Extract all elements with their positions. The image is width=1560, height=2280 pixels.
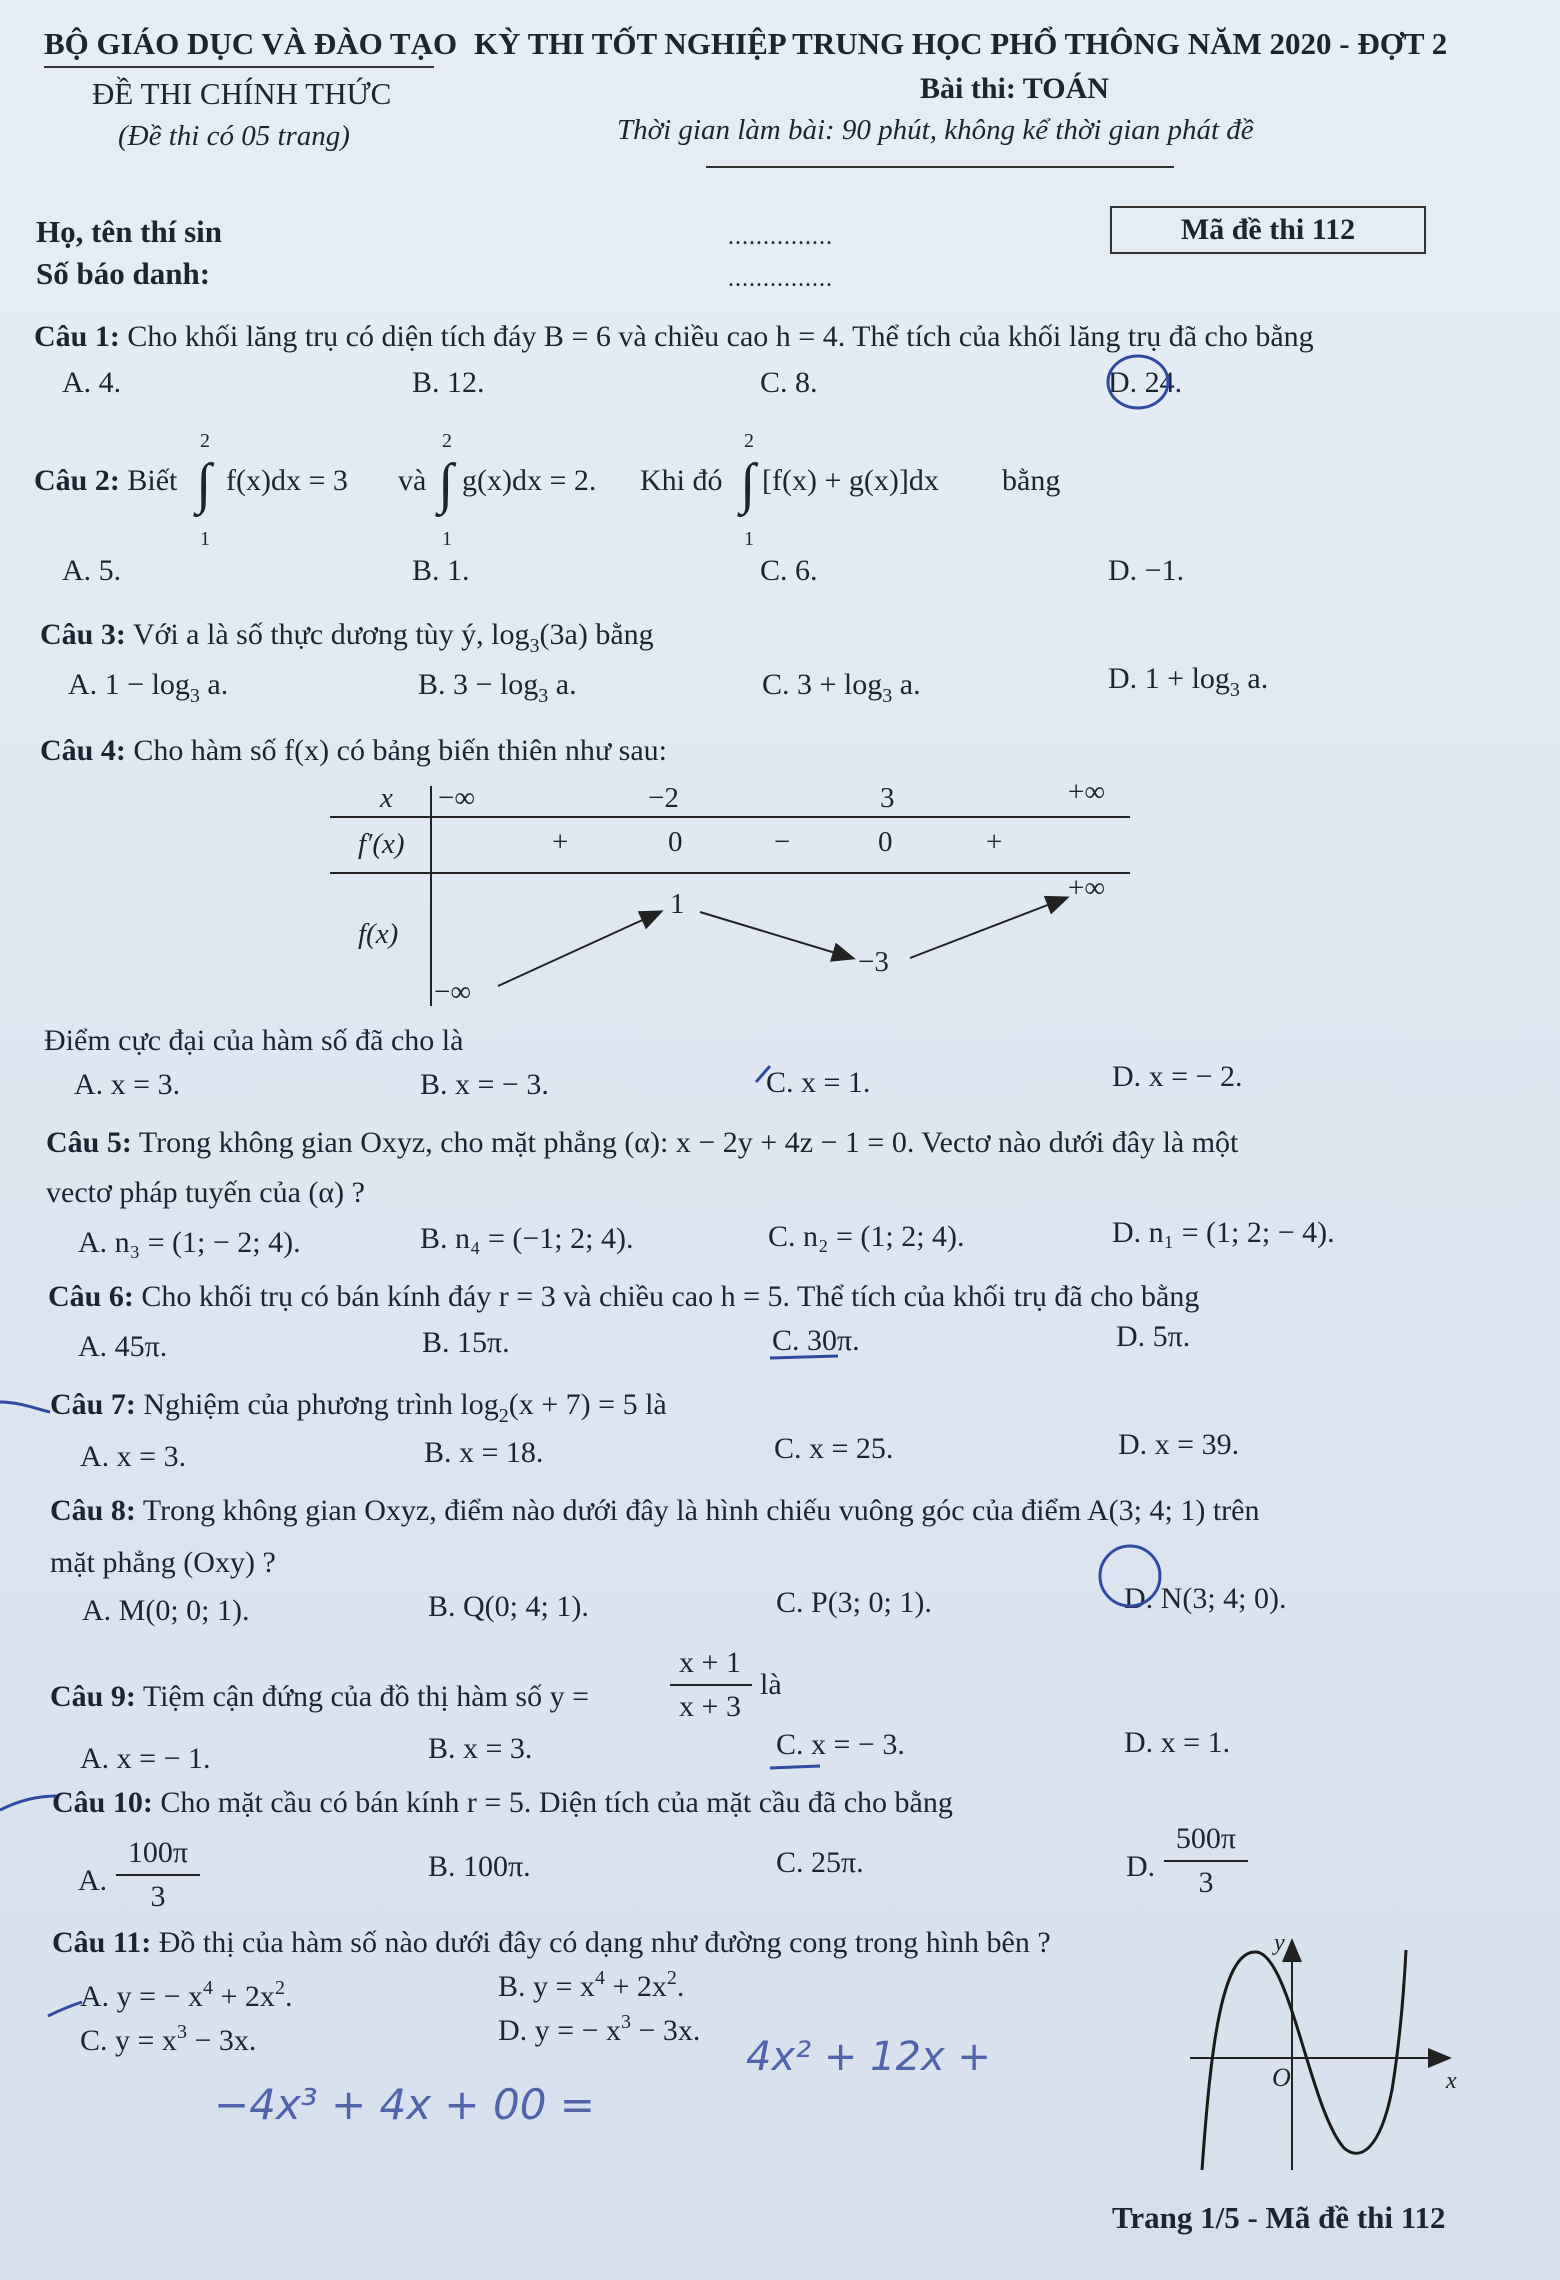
question-9: Câu 9: Tiệm cận đứng của đồ thị hàm số y = [50,1680,590,1713]
q2-int2-lower: 1 [442,528,452,550]
q11-option-c: C. $y = x^3 - 3x$. [80,2021,257,2057]
q2-post: bằng [1002,464,1061,497]
q6-option-b: B. 15π. [422,1326,510,1359]
vt-x-1: −2 [648,782,679,814]
q1-option-d: D. 24. [1108,366,1183,399]
q9-post: là [760,1668,782,1701]
q2-option-c: C. 6. [760,554,818,587]
q4-option-c: C. x = 1. [766,1066,871,1099]
time-note: Thời gian làm bài: 90 phút, không kể thời gian phát đề [617,114,1254,146]
q3-option-c: C. $3 + \log_3 a$. [762,668,921,707]
q9-option-a: A. x = − 1. [80,1742,211,1775]
q3-option-a: A. $1 - \log_3 a$. [68,668,229,707]
question-6: Câu 6: Cho khối trụ có bán kính đáy r = 3 và chiều cao h = 5. Thể tích của khối trụ đã cho bằng [48,1280,1200,1313]
q6-option-d: D. 5π. [1116,1320,1191,1353]
q7-option-b: B. x = 18. [424,1436,544,1469]
ministry-name: BỘ GIÁO DỤC VÀ ĐÀO TẠO [44,26,458,61]
vt-f-label: f(x) [358,918,399,950]
q2-int1-upper: 2 [200,430,210,452]
vt-arrow-up-2 [910,898,1066,958]
q2-option-d: D. −1. [1108,554,1185,587]
q11-option-d: D. y = − $x^3 - 3x$. [498,2011,701,2047]
q4-question: Điểm cực đại của hàm số đã cho là [44,1024,464,1057]
q11-pen-stroke [48,2002,82,2016]
q4-option-d: D. x = − 2. [1112,1060,1243,1093]
q8-option-a: A. M(0; 0; 1). [82,1594,250,1627]
q10-option-d-letter: D. [1126,1850,1156,1883]
q1-option-c: C. 8. [760,366,818,399]
q10-option-d-num: 500π [1175,1822,1237,1855]
variation-table [330,776,1130,1012]
graph-curve [1202,1950,1406,2170]
q5-option-a: A. n₃ = (1; − 2; 4). [78,1226,301,1259]
question-5-line2: vectơ pháp tuyến của (α) ? [46,1176,365,1209]
q4-option-b: B. x = − 3. [420,1068,549,1101]
q2-int3-body: [f(x) + g(x)]dx [762,464,939,497]
exam-code-box: Mã đề thi 112 [1110,206,1426,254]
vt-sign-0: + [552,826,569,858]
vt-fp-label: f′(x) [358,828,405,860]
vt-x-2: 3 [880,782,895,814]
vt-f-start: −∞ [434,976,472,1008]
q10-pen-stroke [0,1796,56,1810]
q9-pen-underline [770,1766,820,1768]
question-4: Câu 4: Cho hàm số f(x) có bảng biến thiên như sau: [40,734,668,767]
subject-label: Bài thi: TOÁN [920,72,1109,105]
q9-fraction-bar [670,1684,752,1686]
q10-option-d-den: 3 [1198,1866,1214,1899]
vt-sign-2: − [774,826,791,858]
vt-arrows [330,776,1130,1012]
candidate-name-label: Họ, tên thí sin [36,214,223,249]
graph-origin-label: O [1272,2063,1291,2092]
q10-option-a-letter: A. [78,1864,108,1897]
q2-int1-sign: ∫ [196,453,212,515]
vt-f-max: 1 [670,888,685,920]
q1-option-a: A. 4. [62,366,122,399]
question-1: Câu 1: Cho khối lăng trụ có diện tích đáy B = 6 và chiều cao h = 4. Thể tích của khối lăng trụ đã cho bằng [34,320,1314,353]
vt-sign-1: 0 [668,826,683,858]
page-footer: Trang 1/5 - Mã đề thi 112 [1112,2200,1446,2235]
q8-option-d: D. N(3; 4; 0). [1124,1582,1287,1615]
q3-option-d: D. $1 + \log_3 a$. [1108,662,1269,701]
vt-f-end: +∞ [1068,872,1106,904]
q9-denominator: x + 3 [679,1690,741,1723]
q10-d-fraction-bar [1164,1860,1248,1862]
question-8: Câu 8: Trong không gian Oxyz, điểm nào dưới đây là hình chiếu vuông góc của điểm A(3; 4; 1) trên [50,1494,1260,1527]
q7-pen-stroke [0,1402,50,1412]
q7-option-a: A. x = 3. [80,1440,187,1473]
q2-int1-lower: 1 [200,528,210,550]
handwritten-note-2: −4x³ + 4x + 00 = [214,2080,595,2129]
q2-int1-body: f(x)dx = 3 [226,464,348,497]
q6-option-a: A. 45π. [78,1330,168,1363]
q11-graph [1180,1930,1470,2180]
vt-x-0: −∞ [438,782,476,814]
pages-note: (Đề thi có 05 trang) [118,120,350,152]
id-dots: ............... [728,266,833,292]
q2-int3-upper: 2 [744,430,754,452]
question-3: Câu 3: Với a là số thực dương tùy ý, $\log_3(3a)$ bằng [40,618,654,657]
vt-arrow-down [700,912,852,958]
graph-x-label: x [1446,2068,1457,2094]
q9-option-d: D. x = 1. [1124,1726,1231,1759]
q10-option-a-num: 100π [127,1836,189,1869]
ministry-underline [44,66,434,68]
q7-option-d: D. x = 39. [1118,1428,1240,1461]
handwritten-note-1: 4x² + 12x + [746,2034,991,2080]
name-dots: ............... [728,224,833,250]
vt-arrow-up-1 [498,912,660,986]
q8-option-b: B. Q(0; 4; 1). [428,1590,589,1623]
exam-title: KỲ THI TỐT NGHIỆP TRUNG HỌC PHỔ THÔNG NĂM 2020 - ĐỢT 2 [474,26,1448,61]
q2-int3-lower: 1 [744,528,754,550]
vt-sign-4: + [986,826,1003,858]
q2-int2-upper: 2 [442,430,452,452]
q3-option-b: B. $3 - \log_3 a$. [418,668,577,707]
q9-option-b: B. x = 3. [428,1732,533,1765]
q5-option-b: B. n₄ = (−1; 2; 4). [420,1222,634,1255]
q7-option-c: C. x = 25. [774,1432,894,1465]
vt-f-min: −3 [858,946,889,978]
question-8-line2: mặt phẳng (Oxy) ? [50,1546,276,1579]
q9-numerator: x + 1 [679,1646,741,1679]
q1-option-b: B. 12. [412,366,485,399]
q9-option-c: C. x = − 3. [776,1728,905,1761]
q11-option-a: A. y = − $x^4 + 2x^2$. [80,1977,293,2013]
q2-option-b: B. 1. [412,554,470,587]
vt-sign-3: 0 [878,826,893,858]
question-5: Câu 5: Trong không gian Oxyz, cho mặt phẳng (α): x − 2y + 4z − 1 = 0. Vectơ nào dưới đây là một [46,1126,1239,1159]
q11-option-b: B. $y = x^4 + 2x^2$. [498,1967,685,2003]
time-underline [706,166,1174,168]
question-7: Câu 7: Nghiệm của phương trình $\log_2(x + 7) = 5$ là [50,1388,667,1427]
question-10: Câu 10: Cho mặt cầu có bán kính r = 5. Diện tích của mặt cầu đã cho bằng [52,1786,953,1819]
q10-option-b: B. 100π. [428,1850,531,1883]
q10-a-fraction-bar [116,1874,200,1876]
vt-x-3: +∞ [1068,776,1106,808]
q10-option-a-den: 3 [150,1880,166,1913]
q2-option-a: A. 5. [62,554,122,587]
q2-int2-sign: ∫ [438,453,454,515]
q2-int2-body: g(x)dx = 2. [462,464,597,497]
q2-mid: Khi đó [640,464,723,497]
question-11: Câu 11: Đồ thị của hàm số nào dưới đây có dạng như đường cong trong hình bên ? [52,1926,1051,1959]
q2-int3-sign: ∫ [740,453,756,515]
q5-option-c: C. n₂ = (1; 2; 4). [768,1220,965,1253]
q8-option-c: C. P(3; 0; 1). [776,1586,932,1619]
candidate-id-label: Số báo danh: [36,256,211,291]
official-label: ĐỀ THI CHÍNH THỨC [92,76,392,111]
q10-option-c: C. 25π. [776,1846,864,1879]
q5-option-d: D. n₁ = (1; 2; − 4). [1112,1216,1335,1249]
q4-option-a: A. x = 3. [74,1068,181,1101]
vt-x-label: x [380,782,393,814]
q2-and: và [398,464,427,497]
graph-y-label: y [1274,1930,1285,1956]
question-2-label: Câu 2: Biết [34,464,178,497]
q6-option-c: C. 30π. [772,1324,860,1357]
